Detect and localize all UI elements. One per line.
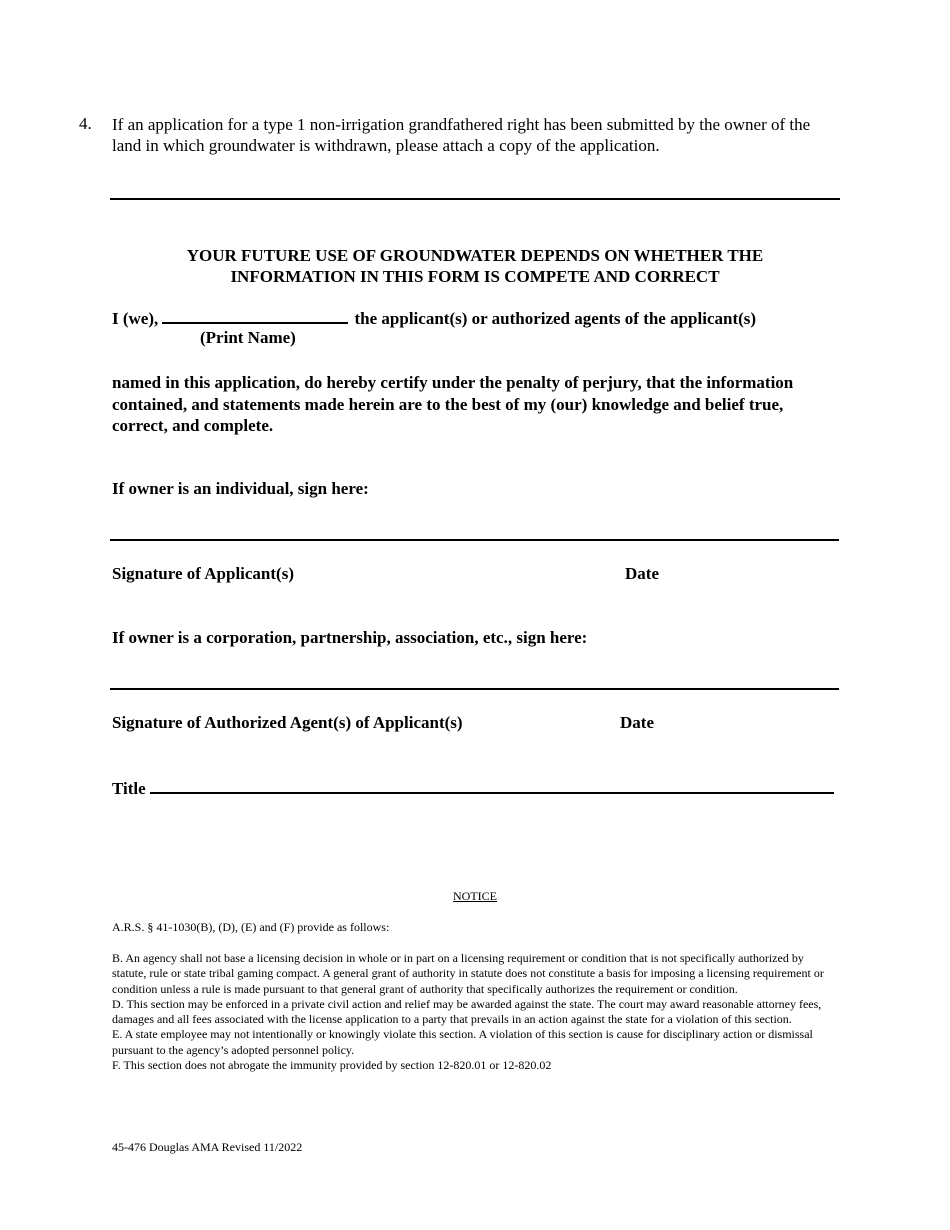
applicant-signature-line[interactable] bbox=[110, 539, 839, 541]
title-input-line[interactable] bbox=[150, 778, 834, 794]
agent-signature-line[interactable] bbox=[110, 688, 839, 690]
certification-name-line bbox=[112, 308, 756, 329]
heading-line-1: YOUR FUTURE USE OF GROUNDWATER DEPENDS ON WHETHER THE bbox=[186, 246, 764, 265]
notice-paragraph-b: B. An agency shall not base a licensing decision in whole or in part on a licensing requirement or condition that is not specifically authorized by statute, rule or state tribal gaming compact. A general grant of authority in statute does not constitute a basis for imposing a licensing requirement or condition unless a rule is made pursuant to that general grant of authority that specifically authorizes the requirement or condition. bbox=[112, 951, 824, 996]
corporation-instruction: If owner is a corporation, partnership, association, etc., sign here: bbox=[112, 628, 588, 647]
certification-paragraph: named in this application, do hereby certify under the penalty of perjury, that the information contained, and statements made herein are to the best of my (our) knowledge and belief true, correct, and complete. bbox=[112, 373, 794, 435]
item-4-text: If an application for a type 1 non-irrigation grandfathered right has been submitted by the owner of the land in which groundwater is withdrawn, please attach a copy of the application. bbox=[112, 115, 811, 155]
section-divider bbox=[110, 198, 840, 200]
agent-signature-label: Signature of Authorized Agent(s) of Applicant(s) bbox=[112, 713, 463, 732]
print-name-field[interactable] bbox=[162, 308, 348, 324]
cert-suffix: the applicant(s) or authorized agents of the applicant(s) bbox=[354, 309, 757, 328]
print-name-label: (Print Name) bbox=[200, 328, 296, 347]
form-footer-id: 45-476 Douglas AMA Revised 11/2022 bbox=[112, 1140, 303, 1154]
cert-prefix: I (we), bbox=[112, 309, 159, 328]
title-field-row bbox=[112, 778, 834, 799]
individual-instruction: If owner is an individual, sign here: bbox=[112, 479, 369, 498]
title-label: Title bbox=[112, 779, 146, 798]
certification-heading bbox=[112, 245, 838, 287]
notice-paragraph-d: D. This section may be enforced in a private civil action and relief may be awarded against the state. The court may award reasonable attorney fees, damages and all fees associated with the license application to a party that prevails in an action against the state for a violation of this section. bbox=[112, 996, 822, 1027]
notice-body bbox=[112, 951, 840, 1073]
heading-line-2: INFORMATION IN THIS FORM IS COMPETE AND CORRECT bbox=[230, 267, 720, 286]
notice-paragraph-e: E. A state employee may not intentionally or knowingly violate this section. A violation of this section is cause for disciplinary action or dismissal pursuant to the agency’s adopted personnel policy. bbox=[112, 1027, 813, 1057]
item-4-number: 4. bbox=[79, 114, 92, 133]
agent-date-label: Date bbox=[620, 713, 654, 732]
notice-heading: NOTICE bbox=[453, 889, 497, 903]
notice-paragraph-f: F. This section does not abrogate the immunity provided by section 12-820.01 or 12-820.02 bbox=[112, 1058, 552, 1073]
notice-ars-citation: A.R.S. § 41-1030(B), (D), (E) and (F) provide as follows: bbox=[112, 920, 390, 934]
applicant-date-label: Date bbox=[625, 564, 659, 583]
applicant-signature-label: Signature of Applicant(s) bbox=[112, 564, 294, 583]
